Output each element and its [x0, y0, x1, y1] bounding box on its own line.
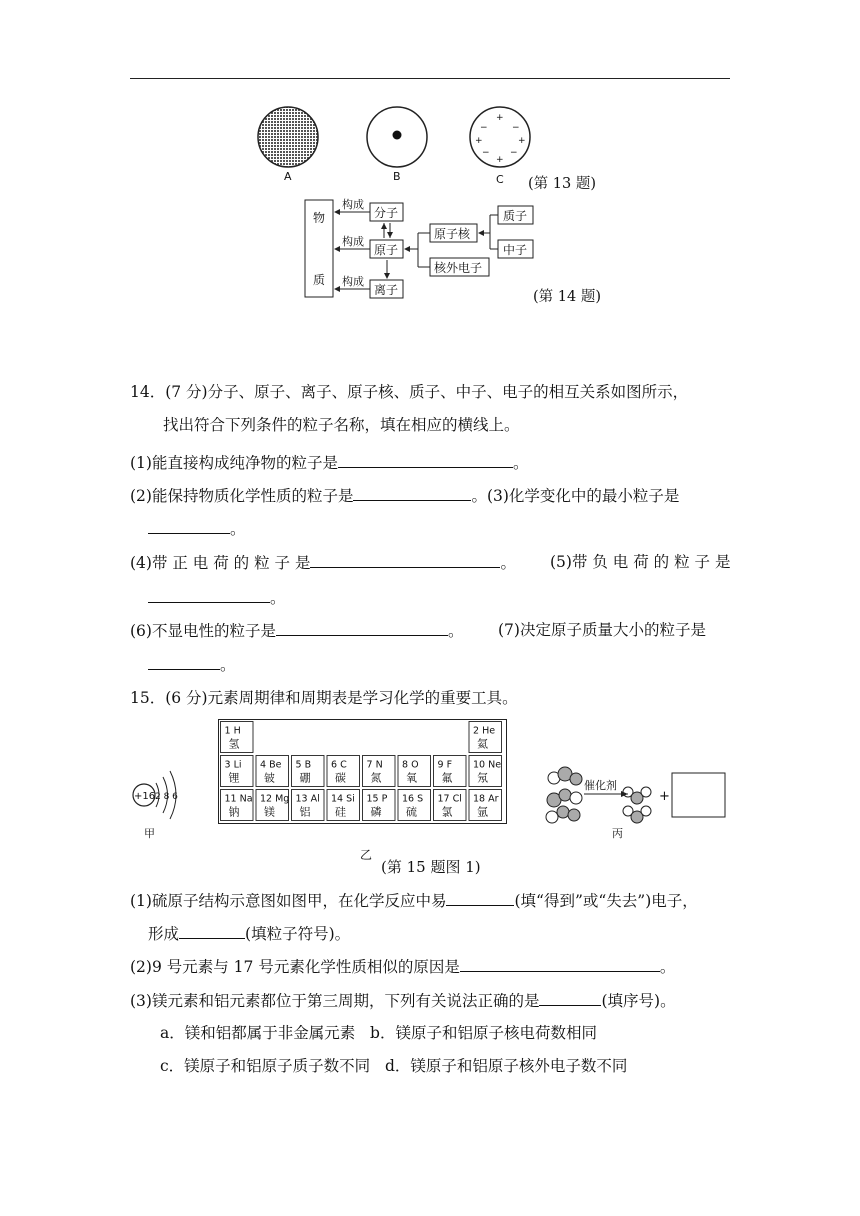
answer-blank[interactable]: [338, 451, 513, 468]
box-atom: 原子: [374, 243, 399, 257]
svg-text:−: −: [482, 148, 490, 158]
element-chinese-name: 铝: [299, 805, 311, 819]
gou-label: 构成: [342, 235, 364, 248]
option-d: d．镁原子和铝原子核外电子数不同: [384, 1057, 628, 1075]
box-electron: 核外电子: [434, 261, 483, 275]
box-ion: 离子: [374, 283, 399, 297]
reaction-diagram: [540, 765, 735, 845]
q15-item-1-cont: 形成 (填粒子符号)。: [148, 922, 350, 945]
element-number-symbol: 9 F: [437, 759, 453, 771]
q15-item-3: (3)镁元素和铝元素都位于第三周期，下列有关说法正确的是 (填序号)。: [130, 989, 676, 1012]
q15-options-ab: [160, 1022, 597, 1044]
model-a-circle: [258, 107, 318, 167]
element-cell: [292, 756, 325, 787]
q14-item-4: (4)带 正 电 荷 的 粒 子 是 。: [130, 551, 516, 574]
svg-text:+: +: [518, 136, 526, 146]
answer-blank[interactable]: [179, 922, 245, 939]
element-chinese-name: 氢: [228, 737, 240, 751]
matter-char-2: 质: [313, 273, 326, 287]
element-chinese-name: 磷: [370, 805, 382, 819]
q14-item-7: (7)决定原子质量大小的粒子是: [498, 621, 706, 639]
element-cell: [221, 790, 254, 821]
element-cell: [434, 756, 467, 787]
element-cell: [327, 756, 360, 787]
element-cell: [363, 790, 396, 821]
element-number-symbol: 4 Be: [260, 759, 282, 771]
element-chinese-name: 镁: [264, 805, 275, 819]
svg-text:−: −: [510, 148, 518, 158]
option-b: b．镁原子和铝原子核电荷数相同: [370, 1024, 597, 1042]
element-cell: [469, 722, 502, 753]
answer-blank[interactable]: [148, 653, 220, 670]
element-chinese-name: 钠: [228, 805, 240, 819]
answer-blank[interactable]: [460, 955, 660, 972]
option-a: a．镁和铝都属于非金属元素: [160, 1024, 356, 1042]
q14-stem-line1: 14．(7 分)分子、原子、离子、原子核、质子、中子、电子的相互关系如图所示，: [130, 383, 689, 401]
periodic-table: [218, 719, 508, 844]
shell-electrons: 2 8 6: [155, 792, 178, 802]
svg-text:+: +: [475, 136, 483, 146]
element-number-symbol: 5 B: [295, 759, 312, 771]
q14-stem-line2: 找出符合下列条件的粒子名称，填在相应的横线上。: [163, 416, 520, 434]
element-cell: [398, 790, 431, 821]
element-cell: [327, 790, 360, 821]
element-number-symbol: 16 S: [402, 793, 424, 805]
q14-item-5-blank: 。: [148, 586, 286, 609]
element-chinese-name: 氮: [370, 771, 382, 785]
figure-13-caption: (第 13 题): [528, 176, 596, 192]
element-cell: [256, 790, 289, 821]
element-cell: [434, 790, 467, 821]
element-number-symbol: 7 N: [366, 759, 383, 771]
matter-char-1: 物: [313, 211, 326, 225]
model-b-label: B: [393, 170, 401, 183]
box-nucleus: 原子核: [434, 227, 471, 241]
figure-14-caption: (第 14 题): [533, 289, 601, 305]
element-chinese-name: 氧: [406, 771, 417, 785]
element-cell: [363, 756, 396, 787]
element-number-symbol: 8 O: [402, 759, 419, 771]
element-chinese-name: 硼: [299, 771, 311, 785]
table-label-yi: 乙: [360, 848, 373, 862]
answer-blank[interactable]: [446, 889, 514, 906]
figure-14: [300, 192, 545, 302]
box-molecule: 分子: [374, 206, 399, 220]
element-chinese-name: 铍: [264, 771, 275, 785]
answer-blank[interactable]: [353, 484, 471, 501]
answer-blank[interactable]: [148, 517, 230, 534]
element-number-symbol: 1 H: [224, 725, 241, 737]
element-number-symbol: 3 Li: [224, 759, 242, 771]
q15-item-2: (2)9 号元素与 17 号元素化学性质相似的原因是 。: [130, 955, 675, 978]
diagram-label-jia: 甲: [144, 827, 155, 840]
element-chinese-name: 硅: [335, 805, 346, 819]
element-cell: [469, 790, 502, 821]
element-cell: [221, 756, 254, 787]
q14-item-7-blank: 。: [148, 653, 236, 676]
answer-blank[interactable]: [148, 586, 270, 603]
q14-item-6: (6)不显电性的粒子是 。: [130, 619, 463, 642]
box-proton: 质子: [503, 209, 528, 223]
q14-item-1: (1)能直接构成纯净物的粒子是 。: [130, 451, 528, 474]
q15-item-1: (1)硫原子结构示意图如图甲，在化学反应中易 (填“得到”或“失去”)电子，: [130, 889, 698, 912]
element-chinese-name: 锂: [228, 771, 240, 785]
element-number-symbol: 13 Al: [295, 793, 320, 805]
plus-sign: +: [659, 789, 670, 804]
element-chinese-name: 氟: [441, 771, 453, 785]
figure-15-caption: (第 15 题图 1): [381, 858, 481, 876]
element-chinese-name: 氦: [477, 737, 488, 751]
element-number-symbol: 18 Ar: [473, 793, 499, 805]
element-chinese-name: 碳: [335, 771, 346, 785]
element-number-symbol: 10 Ne: [473, 759, 502, 771]
element-cell: [469, 756, 502, 787]
svg-text:+: +: [496, 113, 504, 123]
element-cell: [292, 790, 325, 821]
gou-label: 构成: [342, 198, 364, 211]
element-number-symbol: 15 P: [366, 793, 388, 805]
q14-item-3-blank: 。: [148, 517, 246, 540]
svg-text:−: −: [480, 123, 488, 133]
model-a-label: A: [284, 170, 292, 183]
element-number-symbol: 11 Na: [224, 793, 253, 805]
header-rule: [130, 78, 730, 79]
q15-stem: 15．(6 分)元素周期律和周期表是学习化学的重要工具。: [130, 689, 518, 707]
svg-text:−: −: [512, 123, 520, 133]
catalyst-label: 催化剂: [584, 779, 617, 792]
answer-blank[interactable]: [276, 619, 448, 636]
box-neutron: 中子: [503, 243, 528, 257]
option-c: c．镁原子和铝原子质子数不同: [160, 1057, 371, 1075]
element-cell: [256, 756, 289, 787]
model-c-label: C: [496, 173, 504, 186]
gou-label: 构成: [342, 275, 364, 288]
element-chinese-name: 氖: [477, 771, 488, 785]
element-chinese-name: 硫: [406, 805, 417, 819]
q14-item-2: (2)能保持物质化学性质的粒子是 。(3)化学变化中的最小粒子是: [130, 484, 679, 507]
model-b-nucleus: [393, 131, 402, 140]
element-number-symbol: 2 He: [473, 725, 496, 737]
element-number-symbol: 17 Cl: [437, 793, 462, 805]
element-number-symbol: 14 Si: [331, 793, 355, 805]
element-number-symbol: 12 Mg: [260, 793, 290, 805]
diagram-label-bing: 丙: [612, 827, 623, 840]
answer-blank[interactable]: [539, 989, 601, 1006]
svg-text:+: +: [496, 155, 504, 165]
q15-options-cd: [160, 1055, 627, 1077]
element-number-symbol: 6 C: [331, 759, 347, 771]
element-chinese-name: 氩: [477, 805, 488, 819]
element-cell: [221, 722, 254, 753]
element-cell: [398, 756, 431, 787]
q14-item-5: (5)带 负 电 荷 的 粒 子 是: [550, 553, 731, 571]
answer-blank[interactable]: [310, 551, 500, 568]
sulfur-atom-diagram: [128, 765, 188, 840]
nucleus-charge: +16: [134, 791, 156, 802]
element-chinese-name: 氯: [441, 805, 453, 819]
